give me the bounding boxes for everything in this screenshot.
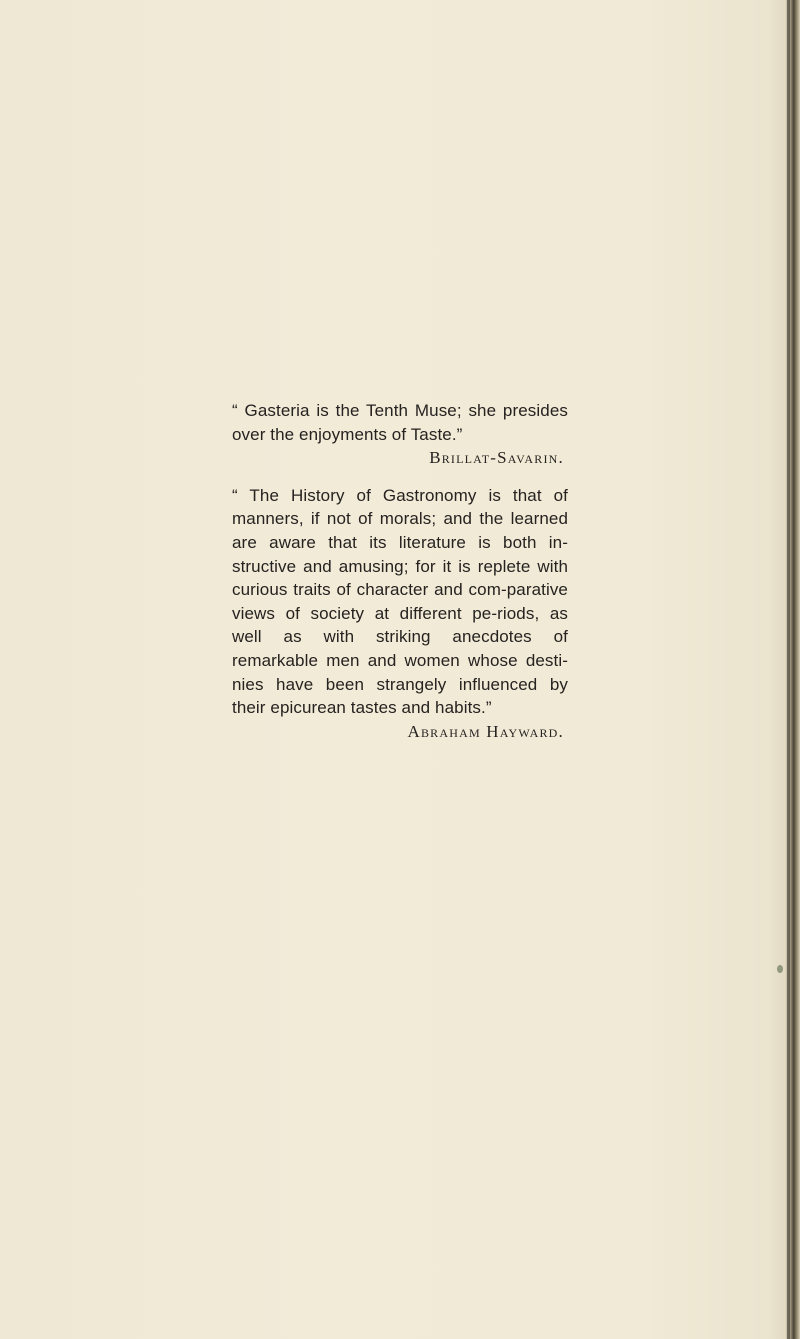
attribution-hayward: Abraham Hayward. [407, 721, 564, 741]
quote-hayward: “ The History of Gastronomy is that of manners, if not of morals; and the learned are aware that its literature is both in-structive and amusing; for it is replete with curious traits of character and com-parative views of society at different pe-riods, as well as with striking anecdotes of remarkable men and women whose desti-nies have been strangely influenced by their epicurean tastes and habits.” [232, 485, 568, 718]
attribution-brillat-savarin: Brillat-Savarin. [429, 448, 564, 468]
epigraph-block [232, 399, 568, 743]
quote-brillat-savarin: “ Gasteria is the Tenth Muse; she presides over the enjoyments of Taste.” [232, 401, 568, 444]
paper-speck [777, 965, 783, 973]
binding-shadow [787, 0, 790, 1339]
